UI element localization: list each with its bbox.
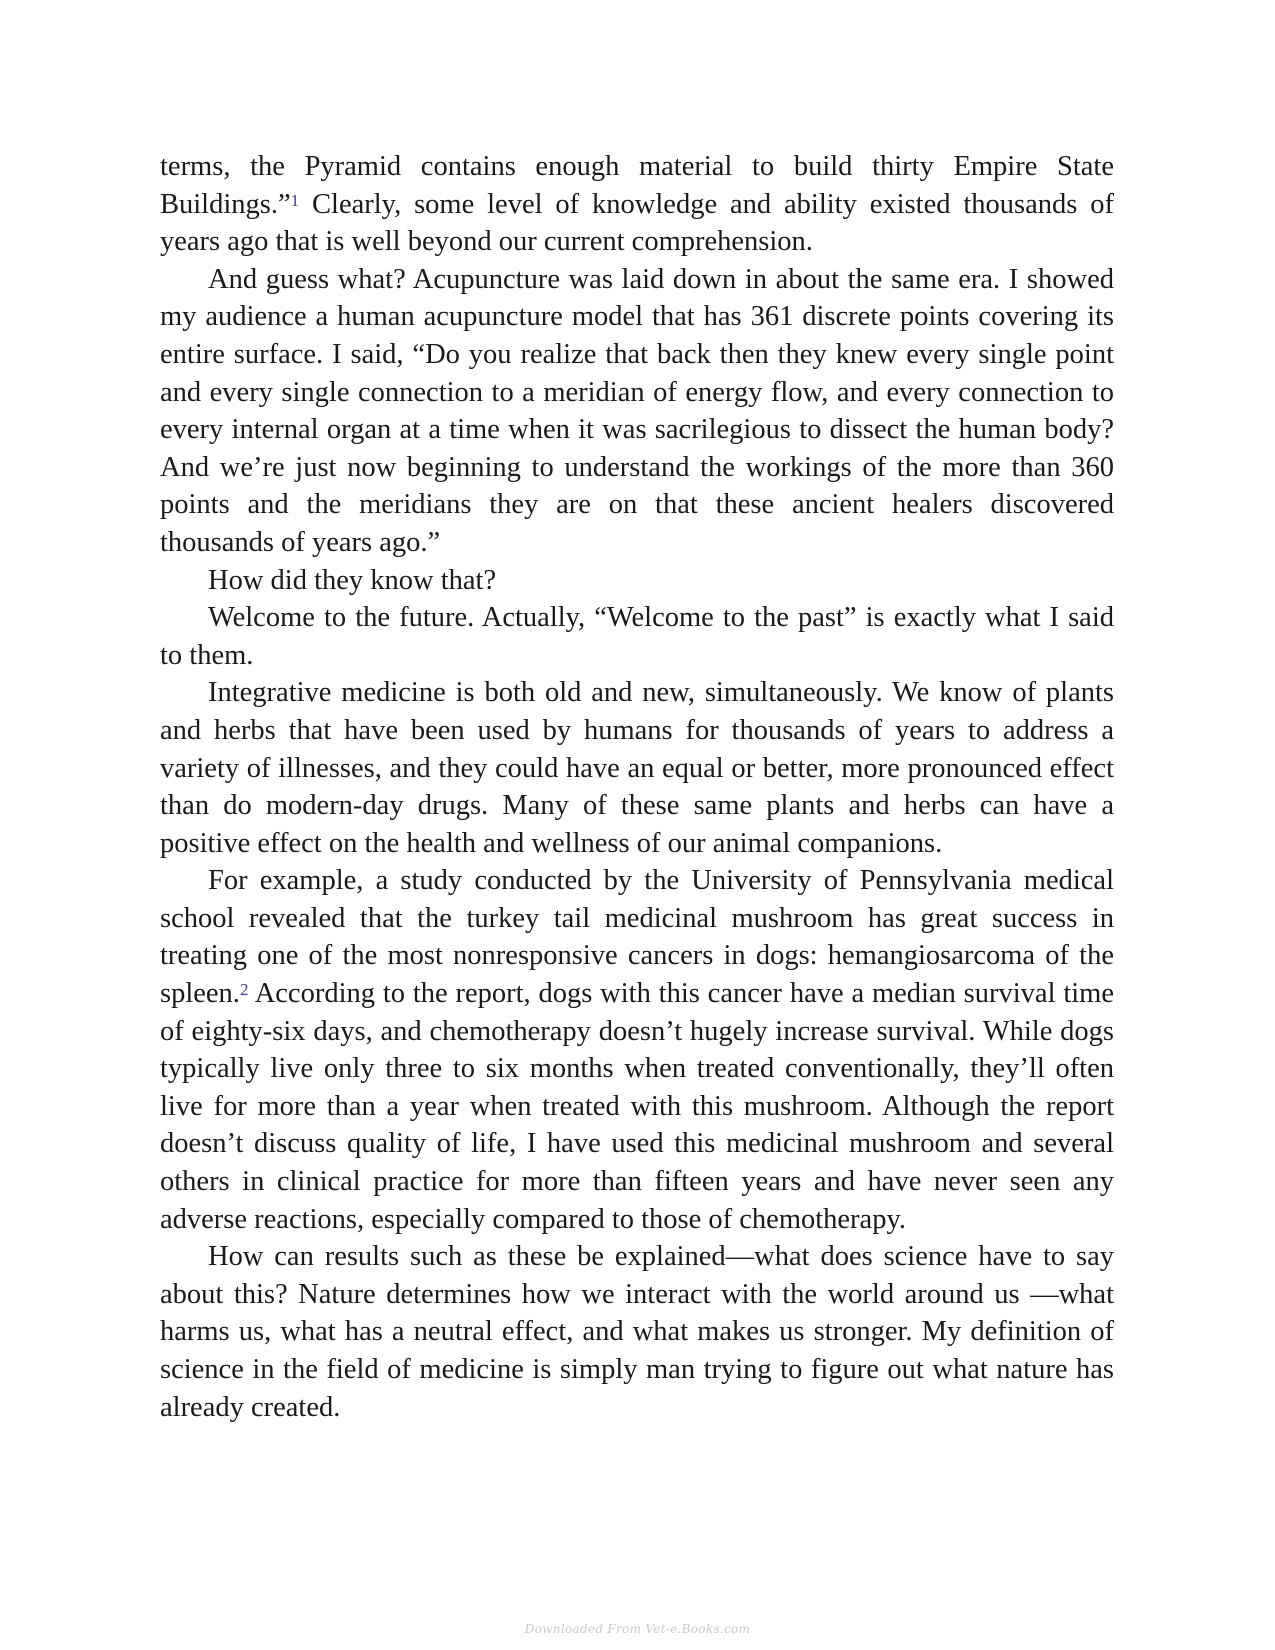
watermark: Downloaded From Vet-e.Books.com (524, 1622, 751, 1636)
paragraph-text: Clearly, some level of knowledge and ability existed thousands of years ago that is well beyond our current comprehension. (160, 188, 1114, 258)
paragraph-text: According to the report, dogs with this cancer have a median survival time of eighty-six days, and chemotherapy doesn’t hugely increase survival. While dogs typically live only three to six months when treated conventionally, they’ll often live for more than a year when treated with this mushroom. Although the report doesn’t discuss quality of life, I have used this medicinal mushroom and several others in clinical practice for more than fifteen years and have never seen any adverse reactions, especially compared to those of chemotherapy. (160, 978, 1114, 1235)
footnote-marker-2[interactable]: 2 (239, 980, 249, 1000)
paragraph-pyramid (160, 148, 1114, 261)
paragraph-welcome: Welcome to the future. Actually, “Welcome to the past” is exactly what I said to them. (160, 602, 1114, 671)
paragraph-acupuncture: And guess what? Acupuncture was laid down in about the same era. I showed my audience a human acupuncture model that has 361 discrete points covering its entire surface. I said, “Do you realize that back then they knew every single point and every single connection to a meridian of energy flow, and every connection to every internal organ at a time when it was sacrilegious to dissect the human body? And we’re just now beginning to understand the workings of the more than 360 points and the meridians they are on that these ancient healers discovered thousands of years ago.” (160, 263, 1114, 558)
paragraph-text: terms, the Pyramid contains enough material to build thirty Empire State Buildings.” (160, 151, 1114, 220)
paragraph-text: For example, a study conducted by the University of Pennsylvania medical school revealed that the turkey tail medicinal mushroom has great success in treating one of the most nonresponsive cancers in dogs: hemangiosarcoma of the spleen. (160, 865, 1114, 1010)
paragraph-turkey-tail-study (160, 862, 1114, 1238)
paragraph-question: How did they know that? (208, 564, 497, 596)
paragraph-science-definition: How can results such as these be explained—what does science have to say about this? Nature determines how we interact with the world around us —what harms us, what has a neutral effect, and what makes us stronger. My definition of science in the field of medicine is simply man trying to figure out what nature has already created. (160, 1241, 1114, 1423)
paragraph-integrative-medicine: Integrative medicine is both old and new, simultaneously. We know of plants and herbs that have been used by humans for thousands of years to address a variety of illnesses, and they could have an equal or better, more pronounced effect than do modern-day drugs. Many of these same plants and herbs can have a positive effect on the health and wellness of our animal companions. (160, 677, 1114, 859)
footnote-marker-1[interactable]: 1 (290, 190, 300, 210)
page-body (160, 148, 1114, 1426)
